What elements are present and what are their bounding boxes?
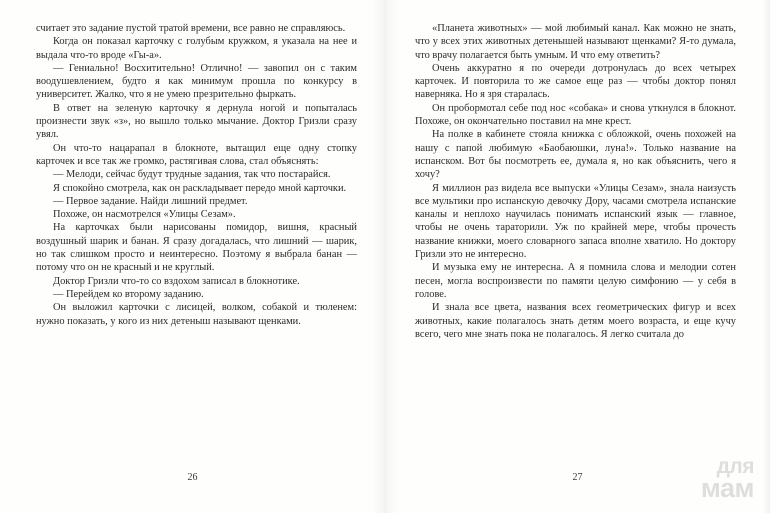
page-left-text xyxy=(36,22,357,328)
paragraph: Я спокойно смотрела, как он раскладывает передо мной карточки. xyxy=(53,182,347,194)
paragraph: Доктор Гризли что-то со вздохом записал в блокнотике. xyxy=(53,275,300,287)
paragraph: В ответ на зеленую карточку я дернула ногой и попыталась произнести звук «з», но вышло только мычание. Доктор Гризли сразу увял. xyxy=(36,102,357,141)
paragraph: — Первое задание. Найди лишний предмет. xyxy=(53,195,248,207)
paragraph: Очень аккуратно я по очереди дотронулась до всех четырех карточек. И повторила то же самое еще раз — чтобы доктор понял наверняка. Но я зря старалась. xyxy=(415,62,736,101)
paragraph: Когда он показал карточку с голубым кружком, я указала на нее и выдала что-то вроде «Гы-а». xyxy=(36,36,357,61)
watermark-line-2: мам xyxy=(700,473,754,504)
paragraph: «Планета животных» — мой любимый канал. Как можно не знать, что у всех этих животных детенышей называют щенками? Я-то думала, что врачу полагается быть умным. И что ему ответить? xyxy=(415,23,736,61)
page-right xyxy=(385,0,770,513)
page-number-left: 26 xyxy=(187,472,198,483)
page-right-text xyxy=(415,22,736,341)
paragraph: Он пробормотал себе под нос «собака» и снова уткнулся в блокнот. Похоже, он окончательно поставил на мне крест. xyxy=(415,102,736,128)
watermark-line-1: для xyxy=(716,454,754,478)
paragraph: Он что-то нацарапал в блокноте, вытащил еще одну стопку карточек и все так же громко, растягивая слова, стал объяснять: xyxy=(36,142,357,167)
paragraph: — Мелоди, сейчас будут трудные задания, так что постарайся. xyxy=(53,169,331,181)
paragraph: — Гениально! Восхитительно! Отлично! — завопил он с таким воодушевлением, будто я как минимум прошла по конкурсу в университет. Жалко, что я не умею презрительно фыркать. xyxy=(36,62,357,101)
page-number-right: 27 xyxy=(572,472,583,483)
paragraph: Я миллион раз видела все выпуски «Улицы Сезам», знала наизусть все мультики про испанскую девочку Дору, часами смотрела испанские каналы и неплохо научилась понимать испанский язык — главное, чтобы не очень тараторили. Уж по крайней мере, чтобы прочесть название книжки, моего словарного запаса вполне хватило. Но доктору Гризли это не интересно. xyxy=(415,182,736,261)
paragraph: И музыка ему не интересна. А я помнила слова и мелодии сотен песен, могла воспроизвести по памяти целую симфонию — у себя в голове. xyxy=(415,262,736,300)
paragraph: На карточках были нарисованы помидор, вишня, красный воздушный шарик и банан. Я сразу догадалась, что лишний — шарик, но так слишком просто и неинтересно. Поэтому я выбрала банан — потому что он не красный и не круглый. xyxy=(36,222,357,274)
paragraph: На полке в кабинете стояла книжка с обложкой, очень похожей на нашу с папой любимую «Баобаюшки, луна!». Только название на испанском. Вот бы посмотреть ее, думала я, но как объяснить, чего я хочу? xyxy=(415,129,736,181)
paragraph: Он выложил карточки с лисицей, волком, собакой и тюленем: нужно показать, у кого из них детеныш называют щенками. xyxy=(36,302,357,327)
paragraph: Похоже, он насмотрелся «Улицы Сезам». xyxy=(53,209,236,221)
paragraph: — Перейдем ко второму заданию. xyxy=(53,288,204,300)
paragraph: считает это задание пустой тратой времени, все равно не справляюсь. xyxy=(36,23,346,34)
paragraph: И знала все цвета, названия всех геометрических фигур и всех животных, какие полагалось знать детям моего возраста, и еще кучу всего, чего мне знать пока не полагалось. Я легко считала до xyxy=(415,302,736,340)
